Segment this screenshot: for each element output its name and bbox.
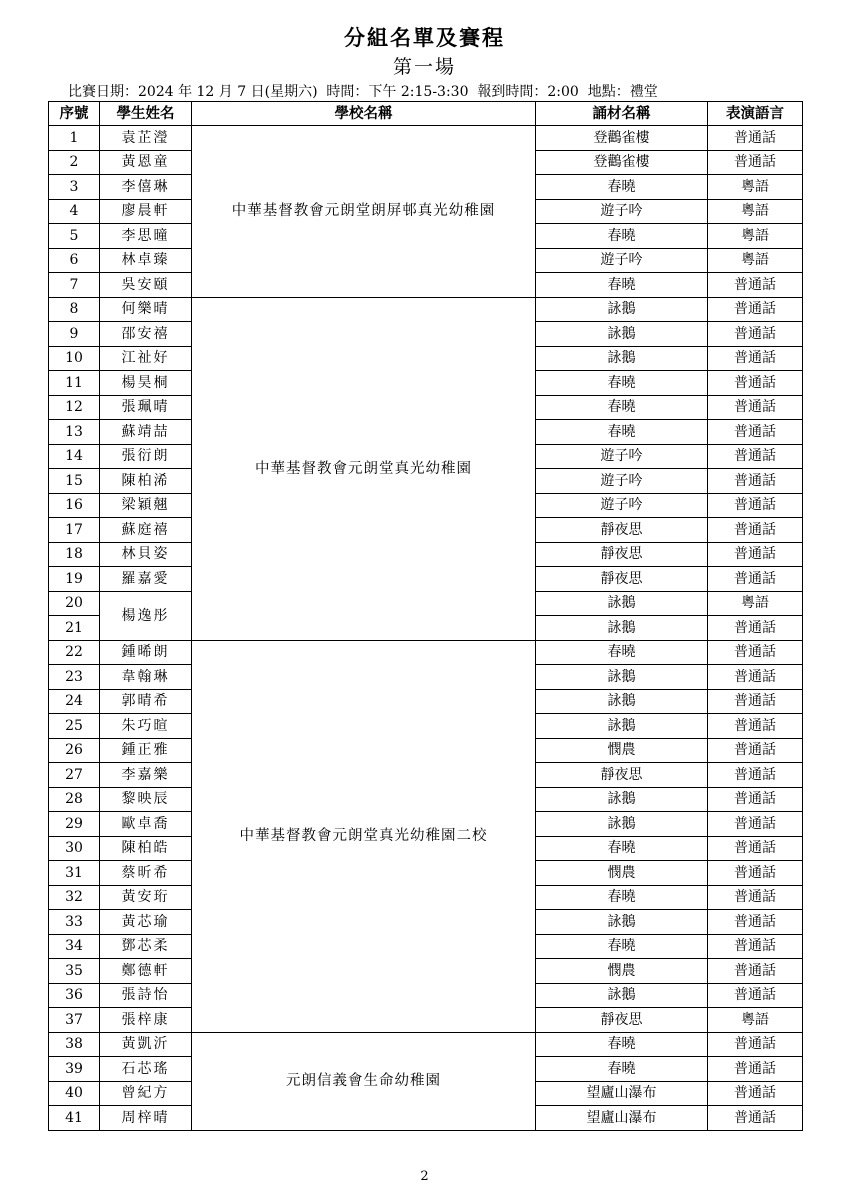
- recitation-piece: 靜夜思: [536, 763, 708, 788]
- recitation-piece: 靜夜思: [536, 1008, 708, 1033]
- row-number: 21: [49, 616, 100, 641]
- performance-language: 普通話: [708, 812, 803, 837]
- student-name: 蘇庭禧: [100, 518, 192, 543]
- performance-language: 普通話: [708, 787, 803, 812]
- table-body: [49, 126, 803, 1131]
- student-name: 楊昊桐: [100, 371, 192, 396]
- performance-language: 普通話: [708, 469, 803, 494]
- student-name: 吳安頤: [100, 273, 192, 298]
- row-number: 15: [49, 469, 100, 494]
- row-number: 33: [49, 910, 100, 935]
- row-number: 12: [49, 395, 100, 420]
- recitation-piece: 詠鵝: [536, 322, 708, 347]
- recitation-piece: 春曉: [536, 224, 708, 249]
- header-school: 學校名稱: [192, 102, 536, 126]
- performance-language: 普通話: [708, 616, 803, 641]
- student-name: 張衍朗: [100, 444, 192, 469]
- row-number: 25: [49, 714, 100, 739]
- performance-language: 普通話: [708, 518, 803, 543]
- recitation-piece: 春曉: [536, 1057, 708, 1082]
- recitation-piece: 遊子吟: [536, 248, 708, 273]
- student-name: 黃凱沂: [100, 1032, 192, 1057]
- student-name: 廖晨軒: [100, 199, 192, 224]
- performance-language: 普通話: [708, 763, 803, 788]
- recitation-piece: 詠鵝: [536, 297, 708, 322]
- student-name: 黃安珩: [100, 885, 192, 910]
- row-number: 14: [49, 444, 100, 469]
- performance-language: 普通話: [708, 861, 803, 886]
- recitation-piece: 憫農: [536, 959, 708, 984]
- recitation-piece: 春曉: [536, 1032, 708, 1057]
- performance-language: 粵語: [708, 1008, 803, 1033]
- row-number: 3: [49, 175, 100, 200]
- performance-language: 普通話: [708, 444, 803, 469]
- student-name: 李嘉樂: [100, 763, 192, 788]
- row-number: 20: [49, 591, 100, 616]
- performance-language: 普通話: [708, 297, 803, 322]
- recitation-piece: 詠鵝: [536, 714, 708, 739]
- row-number: 23: [49, 665, 100, 690]
- performance-language: 普通話: [708, 959, 803, 984]
- student-name: 黎映辰: [100, 787, 192, 812]
- performance-language: 普通話: [708, 983, 803, 1008]
- recitation-piece: 詠鵝: [536, 591, 708, 616]
- student-name: 李思曈: [100, 224, 192, 249]
- performance-language: 普通話: [708, 1106, 803, 1131]
- row-number: 37: [49, 1008, 100, 1033]
- recitation-piece: 春曉: [536, 371, 708, 396]
- student-name: 張梓康: [100, 1008, 192, 1033]
- header-name: 學生姓名: [100, 102, 192, 126]
- row-number: 7: [49, 273, 100, 298]
- row-number: 4: [49, 199, 100, 224]
- student-name: 江祉好: [100, 346, 192, 371]
- recitation-piece: 詠鵝: [536, 787, 708, 812]
- performance-language: 普通話: [708, 885, 803, 910]
- student-name: 黃恩童: [100, 150, 192, 175]
- performance-language: 普通話: [708, 346, 803, 371]
- recitation-piece: 詠鵝: [536, 983, 708, 1008]
- recitation-piece: 春曉: [536, 273, 708, 298]
- competition-info: 比賽日期：2024 年 12 月 7 日(星期六) 時間：下午 2:15-3:30 報到時間：2:00 地點：禮堂: [68, 84, 658, 100]
- table-row: [49, 297, 803, 322]
- student-name: 郭晴希: [100, 689, 192, 714]
- student-name: 陳柏浠: [100, 469, 192, 494]
- performance-language: 普通話: [708, 1032, 803, 1057]
- performance-language: 普通話: [708, 738, 803, 763]
- recitation-piece: 春曉: [536, 395, 708, 420]
- recitation-piece: 詠鵝: [536, 910, 708, 935]
- row-number: 6: [49, 248, 100, 273]
- student-name: 李僖琳: [100, 175, 192, 200]
- recitation-piece: 望廬山瀑布: [536, 1081, 708, 1106]
- table-row: [49, 640, 803, 665]
- row-number: 31: [49, 861, 100, 886]
- recitation-piece: 靜夜思: [536, 542, 708, 567]
- performance-language: 普通話: [708, 1081, 803, 1106]
- student-name: 鄭德軒: [100, 959, 192, 984]
- student-name: 林貝姿: [100, 542, 192, 567]
- row-number: 18: [49, 542, 100, 567]
- document-subtitle: 第一場: [392, 56, 456, 78]
- student-name: 朱巧暄: [100, 714, 192, 739]
- recitation-piece: 憫農: [536, 861, 708, 886]
- student-name: 鄧芯柔: [100, 934, 192, 959]
- student-name: 梁穎翹: [100, 493, 192, 518]
- recitation-piece: 遊子吟: [536, 199, 708, 224]
- recitation-piece: 春曉: [536, 640, 708, 665]
- student-name: 袁芷瀅: [100, 126, 192, 151]
- header-language: 表演語言: [708, 102, 803, 126]
- recitation-piece: 春曉: [536, 836, 708, 861]
- recitation-piece: 春曉: [536, 420, 708, 445]
- performance-language: 粵語: [708, 591, 803, 616]
- recitation-piece: 憫農: [536, 738, 708, 763]
- recitation-piece: 靜夜思: [536, 518, 708, 543]
- recitation-piece: 靜夜思: [536, 567, 708, 592]
- student-name: 蘇靖喆: [100, 420, 192, 445]
- student-name: 鍾晞朗: [100, 640, 192, 665]
- student-name: 何樂晴: [100, 297, 192, 322]
- row-number: 39: [49, 1057, 100, 1082]
- row-number: 2: [49, 150, 100, 175]
- recitation-piece: 遊子吟: [536, 444, 708, 469]
- school-name: 中華基督教會元朗堂真光幼稚園: [192, 297, 536, 640]
- row-number: 5: [49, 224, 100, 249]
- student-name: 張珮晴: [100, 395, 192, 420]
- performance-language: 粵語: [708, 199, 803, 224]
- table-row: [49, 1032, 803, 1057]
- row-number: 9: [49, 322, 100, 347]
- student-name: 韋翰琳: [100, 665, 192, 690]
- recitation-piece: 遊子吟: [536, 469, 708, 494]
- document-title: 分組名單及賽程: [344, 25, 505, 50]
- recitation-piece: 詠鵝: [536, 616, 708, 641]
- performance-language: 普通話: [708, 126, 803, 151]
- recitation-piece: 詠鵝: [536, 665, 708, 690]
- performance-language: 普通話: [708, 714, 803, 739]
- recitation-piece: 遊子吟: [536, 493, 708, 518]
- header-no: 序號: [49, 102, 100, 126]
- student-name: 陳柏皓: [100, 836, 192, 861]
- recitation-piece: 詠鵝: [536, 812, 708, 837]
- performance-language: 普通話: [708, 420, 803, 445]
- header-piece: 誦材名稱: [536, 102, 708, 126]
- performance-language: 粵語: [708, 224, 803, 249]
- student-name: 邵安禧: [100, 322, 192, 347]
- row-number: 34: [49, 934, 100, 959]
- recitation-piece: 詠鵝: [536, 689, 708, 714]
- performance-language: 普通話: [708, 689, 803, 714]
- recitation-piece: 春曉: [536, 175, 708, 200]
- student-name: 歐卓喬: [100, 812, 192, 837]
- row-number: 26: [49, 738, 100, 763]
- performance-language: 普通話: [708, 836, 803, 861]
- school-name: 中華基督教會元朗堂真光幼稚園二校: [192, 640, 536, 1032]
- row-number: 27: [49, 763, 100, 788]
- student-name: 周梓晴: [100, 1106, 192, 1131]
- performance-language: 普通話: [708, 567, 803, 592]
- row-number: 17: [49, 518, 100, 543]
- row-number: 8: [49, 297, 100, 322]
- row-number: 22: [49, 640, 100, 665]
- performance-language: 粵語: [708, 175, 803, 200]
- table-header-row: [49, 102, 803, 126]
- row-number: 32: [49, 885, 100, 910]
- performance-language: 普通話: [708, 150, 803, 175]
- performance-language: 普通話: [708, 371, 803, 396]
- row-number: 24: [49, 689, 100, 714]
- performance-language: 普通話: [708, 910, 803, 935]
- student-name: 鍾正雅: [100, 738, 192, 763]
- performance-language: 普通話: [708, 542, 803, 567]
- student-name: 蔡昕希: [100, 861, 192, 886]
- performance-language: 普通話: [708, 493, 803, 518]
- row-number: 36: [49, 983, 100, 1008]
- school-name: 中華基督教會元朗堂朗屏邨真光幼稚園: [192, 126, 536, 298]
- row-number: 13: [49, 420, 100, 445]
- student-name: 曾紀方: [100, 1081, 192, 1106]
- row-number: 38: [49, 1032, 100, 1057]
- row-number: 10: [49, 346, 100, 371]
- row-number: 28: [49, 787, 100, 812]
- performance-language: 普通話: [708, 934, 803, 959]
- recitation-piece: 春曉: [536, 885, 708, 910]
- row-number: 16: [49, 493, 100, 518]
- performance-language: 普通話: [708, 395, 803, 420]
- recitation-piece: 詠鵝: [536, 346, 708, 371]
- student-name: 林卓臻: [100, 248, 192, 273]
- table-row: [49, 126, 803, 151]
- row-number: 11: [49, 371, 100, 396]
- student-name: 黃芯瑜: [100, 910, 192, 935]
- row-number: 29: [49, 812, 100, 837]
- recitation-piece: 登鸛雀樓: [536, 150, 708, 175]
- performance-language: 普通話: [708, 1057, 803, 1082]
- student-name: 楊逸彤: [100, 591, 192, 640]
- row-number: 40: [49, 1081, 100, 1106]
- row-number: 1: [49, 126, 100, 151]
- performance-language: 普通話: [708, 640, 803, 665]
- performance-language: 普通話: [708, 273, 803, 298]
- performance-language: 粵語: [708, 248, 803, 273]
- row-number: 30: [49, 836, 100, 861]
- recitation-piece: 登鸛雀樓: [536, 126, 708, 151]
- row-number: 19: [49, 567, 100, 592]
- performance-language: 普通話: [708, 665, 803, 690]
- school-name: 元朗信義會生命幼稚園: [192, 1032, 536, 1130]
- row-number: 35: [49, 959, 100, 984]
- row-number: 41: [49, 1106, 100, 1131]
- recitation-piece: 望廬山瀑布: [536, 1106, 708, 1131]
- page-number: 2: [420, 1169, 429, 1184]
- student-name: 張詩怡: [100, 983, 192, 1008]
- recitation-piece: 春曉: [536, 934, 708, 959]
- performance-language: 普通話: [708, 322, 803, 347]
- student-name: 石芯瑤: [100, 1057, 192, 1082]
- schedule-table: [48, 101, 803, 1131]
- student-name: 羅嘉愛: [100, 567, 192, 592]
